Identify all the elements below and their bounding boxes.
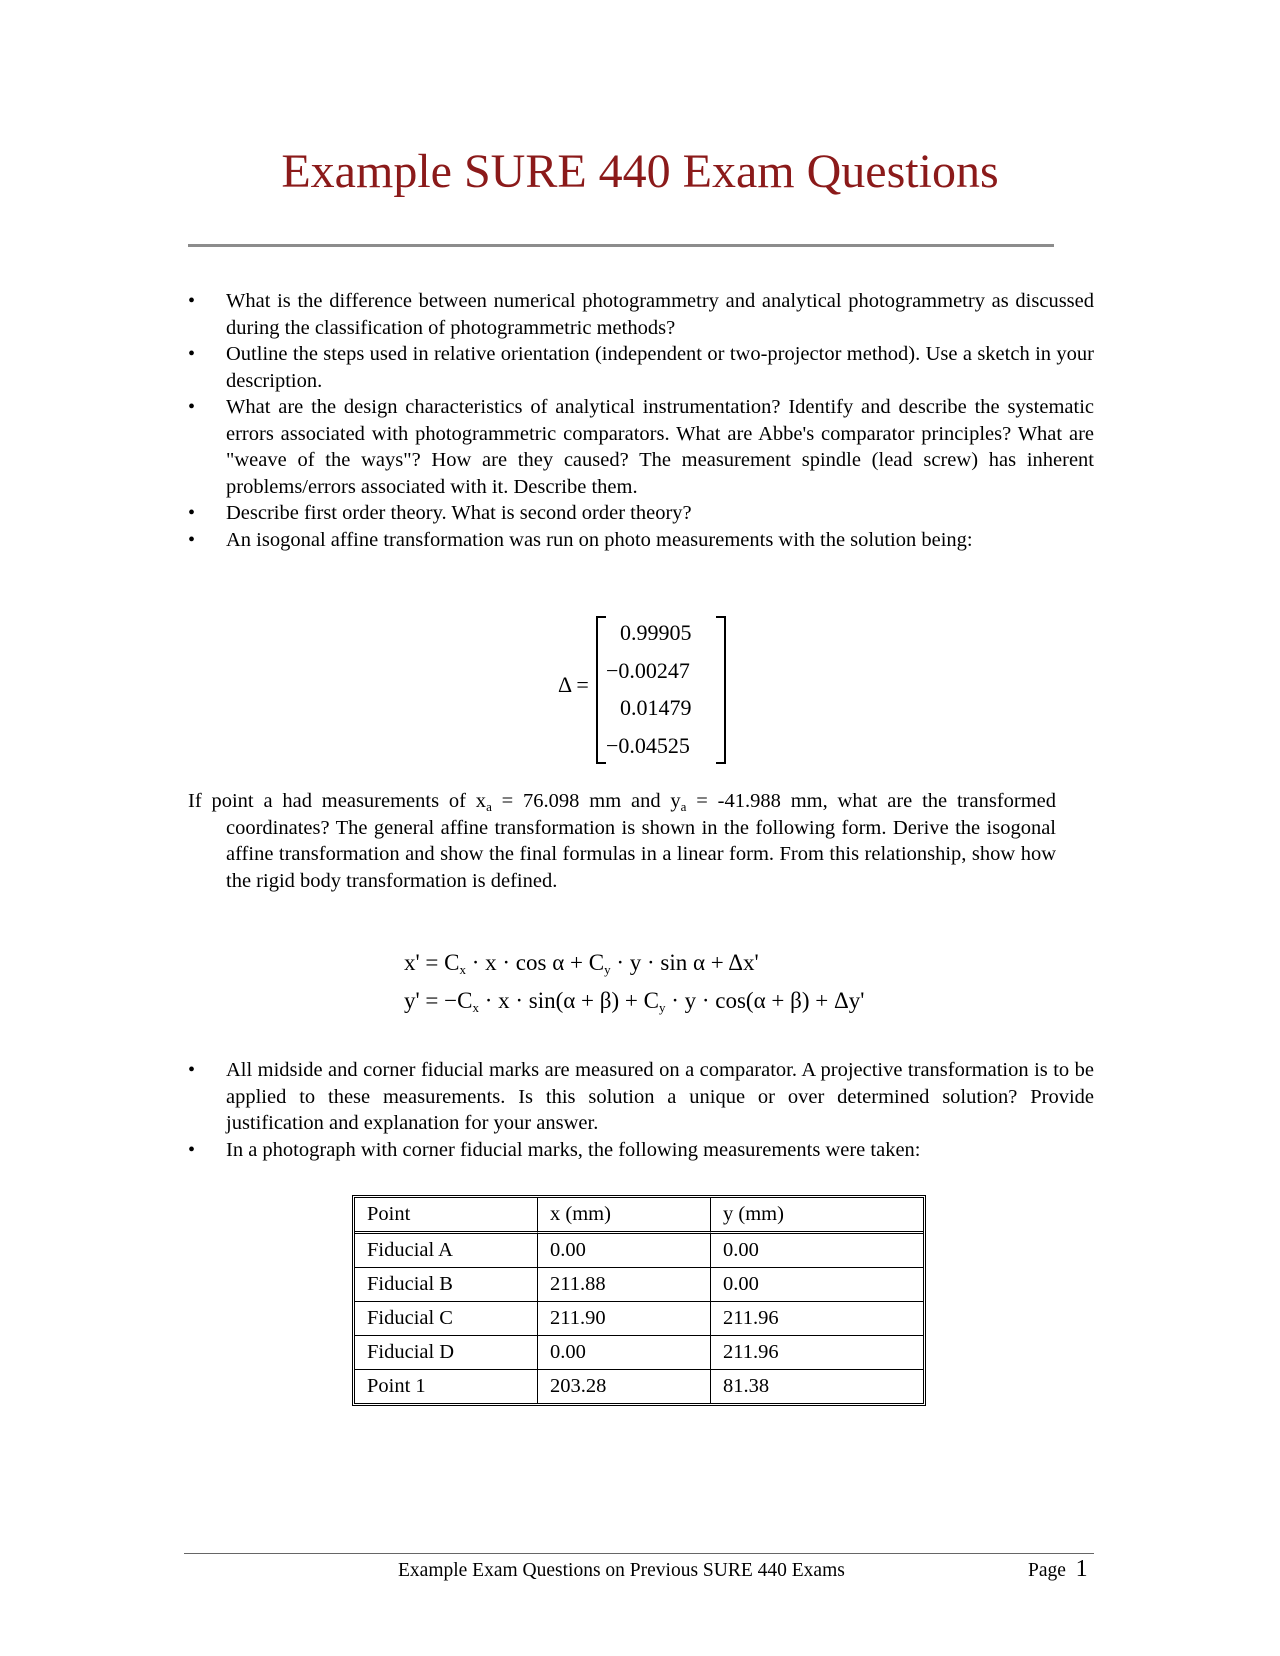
table-row bbox=[355, 1336, 923, 1370]
question-item: • What is the difference between numerical photogrammetry and analytical photogrammetry as discussed during the classification of photogrammetric methods? bbox=[188, 290, 1094, 339]
fiducial-table bbox=[352, 1195, 926, 1406]
column-header: x (mm) bbox=[538, 1198, 711, 1234]
table-cell: 0.00 bbox=[538, 1336, 711, 1370]
table-cell: 0.00 bbox=[538, 1234, 711, 1268]
table-cell: 211.90 bbox=[538, 1302, 711, 1336]
bullet-icon: • bbox=[188, 1138, 196, 1161]
table-header-row bbox=[355, 1198, 923, 1234]
question-item: • In a photograph with corner fiducial marks, the following measurements were taken: bbox=[188, 1137, 1094, 1164]
matrix-lhs: Δ = bbox=[558, 672, 589, 697]
question-item: • What are the design characteristics of analytical instrumentation? Identify and describe the systematic errors associated with photogrammetric comparators. What are Abbe's comparator principles? What are "weave of the ways"? How are they caused? The measurement spindle (lead screw) has inherent problems/errors associated with it. Describe them. bbox=[188, 396, 1094, 498]
bullet-icon: • bbox=[188, 1059, 196, 1081]
table-row bbox=[355, 1302, 923, 1336]
question-item: • Describe first order theory. What is second order theory? bbox=[188, 500, 1094, 527]
table-row bbox=[355, 1370, 923, 1403]
bullet-icon: • bbox=[188, 502, 196, 524]
table-cell: Fiducial C bbox=[355, 1302, 538, 1336]
title-divider bbox=[188, 244, 1054, 247]
table-cell: Point 1 bbox=[355, 1370, 538, 1403]
formula-y: $y' = -C_x \cdot x \cdot \sin(\alpha + \beta) + C_y \cdot y \cdot \cos(\alpha + \beta) + \Delta y'$ bbox=[404, 988, 865, 1015]
table-cell: 211.96 bbox=[711, 1302, 923, 1336]
formula-x: $x' = C_x \cdot x \cdot \cos \alpha + C_y \cdot y \cdot \sin \alpha + \Delta x'$ bbox=[404, 950, 759, 977]
table-cell: 203.28 bbox=[538, 1370, 711, 1403]
matrix-entry: −0.04525 bbox=[606, 732, 690, 758]
table-cell: Fiducial D bbox=[355, 1336, 538, 1370]
bullet-icon: • bbox=[188, 290, 196, 312]
question-item: • All midside and corner fiducial marks are measured on a comparator. A projective transformation is to be applied to these measurements. Is this solution a unique or over determined solution? Provide justification and explanation for your answer. bbox=[188, 1059, 1094, 1134]
page-number: Page 1 bbox=[1028, 1556, 1088, 1582]
table-cell: 81.38 bbox=[723, 1375, 770, 1397]
table-cell: 0.00 bbox=[711, 1234, 923, 1268]
matrix-entry: 0.01479 bbox=[620, 695, 692, 720]
column-header: y (mm) bbox=[711, 1198, 923, 1234]
bullet-icon: • bbox=[188, 343, 196, 365]
column-header: Point bbox=[355, 1198, 538, 1234]
right-bracket bbox=[716, 616, 726, 764]
table-cell: 0.00 bbox=[711, 1268, 923, 1302]
question-item: • An isogonal affine transformation was run on photo measurements with the solution being: bbox=[188, 527, 1094, 554]
bullet-icon: • bbox=[188, 396, 196, 418]
question-item: • Outline the steps used in relative orientation (independent or two-projector method). Use a sketch in your description. bbox=[188, 343, 1094, 392]
question-list-part2 bbox=[188, 1057, 1094, 1163]
transformation-paragraph: If point a had measurements of $x_a = 76.098$ mm and $y_a = -41.988$ mm, what are the transformed coordinates? The general affine transformation is shown in the following form. Derive the isogonal affine transformation and show the final formulas in a linear form. From this relationship, show how the rigid body transformation is defined. bbox=[188, 790, 1056, 892]
bullet-icon: • bbox=[188, 528, 196, 551]
table-cell: 211.88 bbox=[538, 1268, 711, 1302]
table-cell: Fiducial B bbox=[355, 1268, 538, 1302]
delta-matrix bbox=[552, 608, 732, 764]
table-row bbox=[355, 1268, 923, 1302]
footer-divider bbox=[184, 1553, 1094, 1554]
table-row bbox=[355, 1234, 923, 1268]
table-cell: Fiducial A bbox=[355, 1234, 538, 1268]
page-title: Example SURE 440 Exam Questions bbox=[281, 145, 999, 198]
question-list-part1 bbox=[188, 288, 1094, 553]
left-bracket bbox=[596, 616, 606, 764]
matrix-entries bbox=[606, 614, 716, 764]
matrix-entry: −0.00247 bbox=[606, 657, 690, 683]
footer-text: Example Exam Questions on Previous SURE 440 Exams bbox=[398, 1560, 845, 1581]
matrix-entry: 0.99905 bbox=[620, 620, 692, 645]
table-cell: 211.96 bbox=[711, 1336, 923, 1370]
